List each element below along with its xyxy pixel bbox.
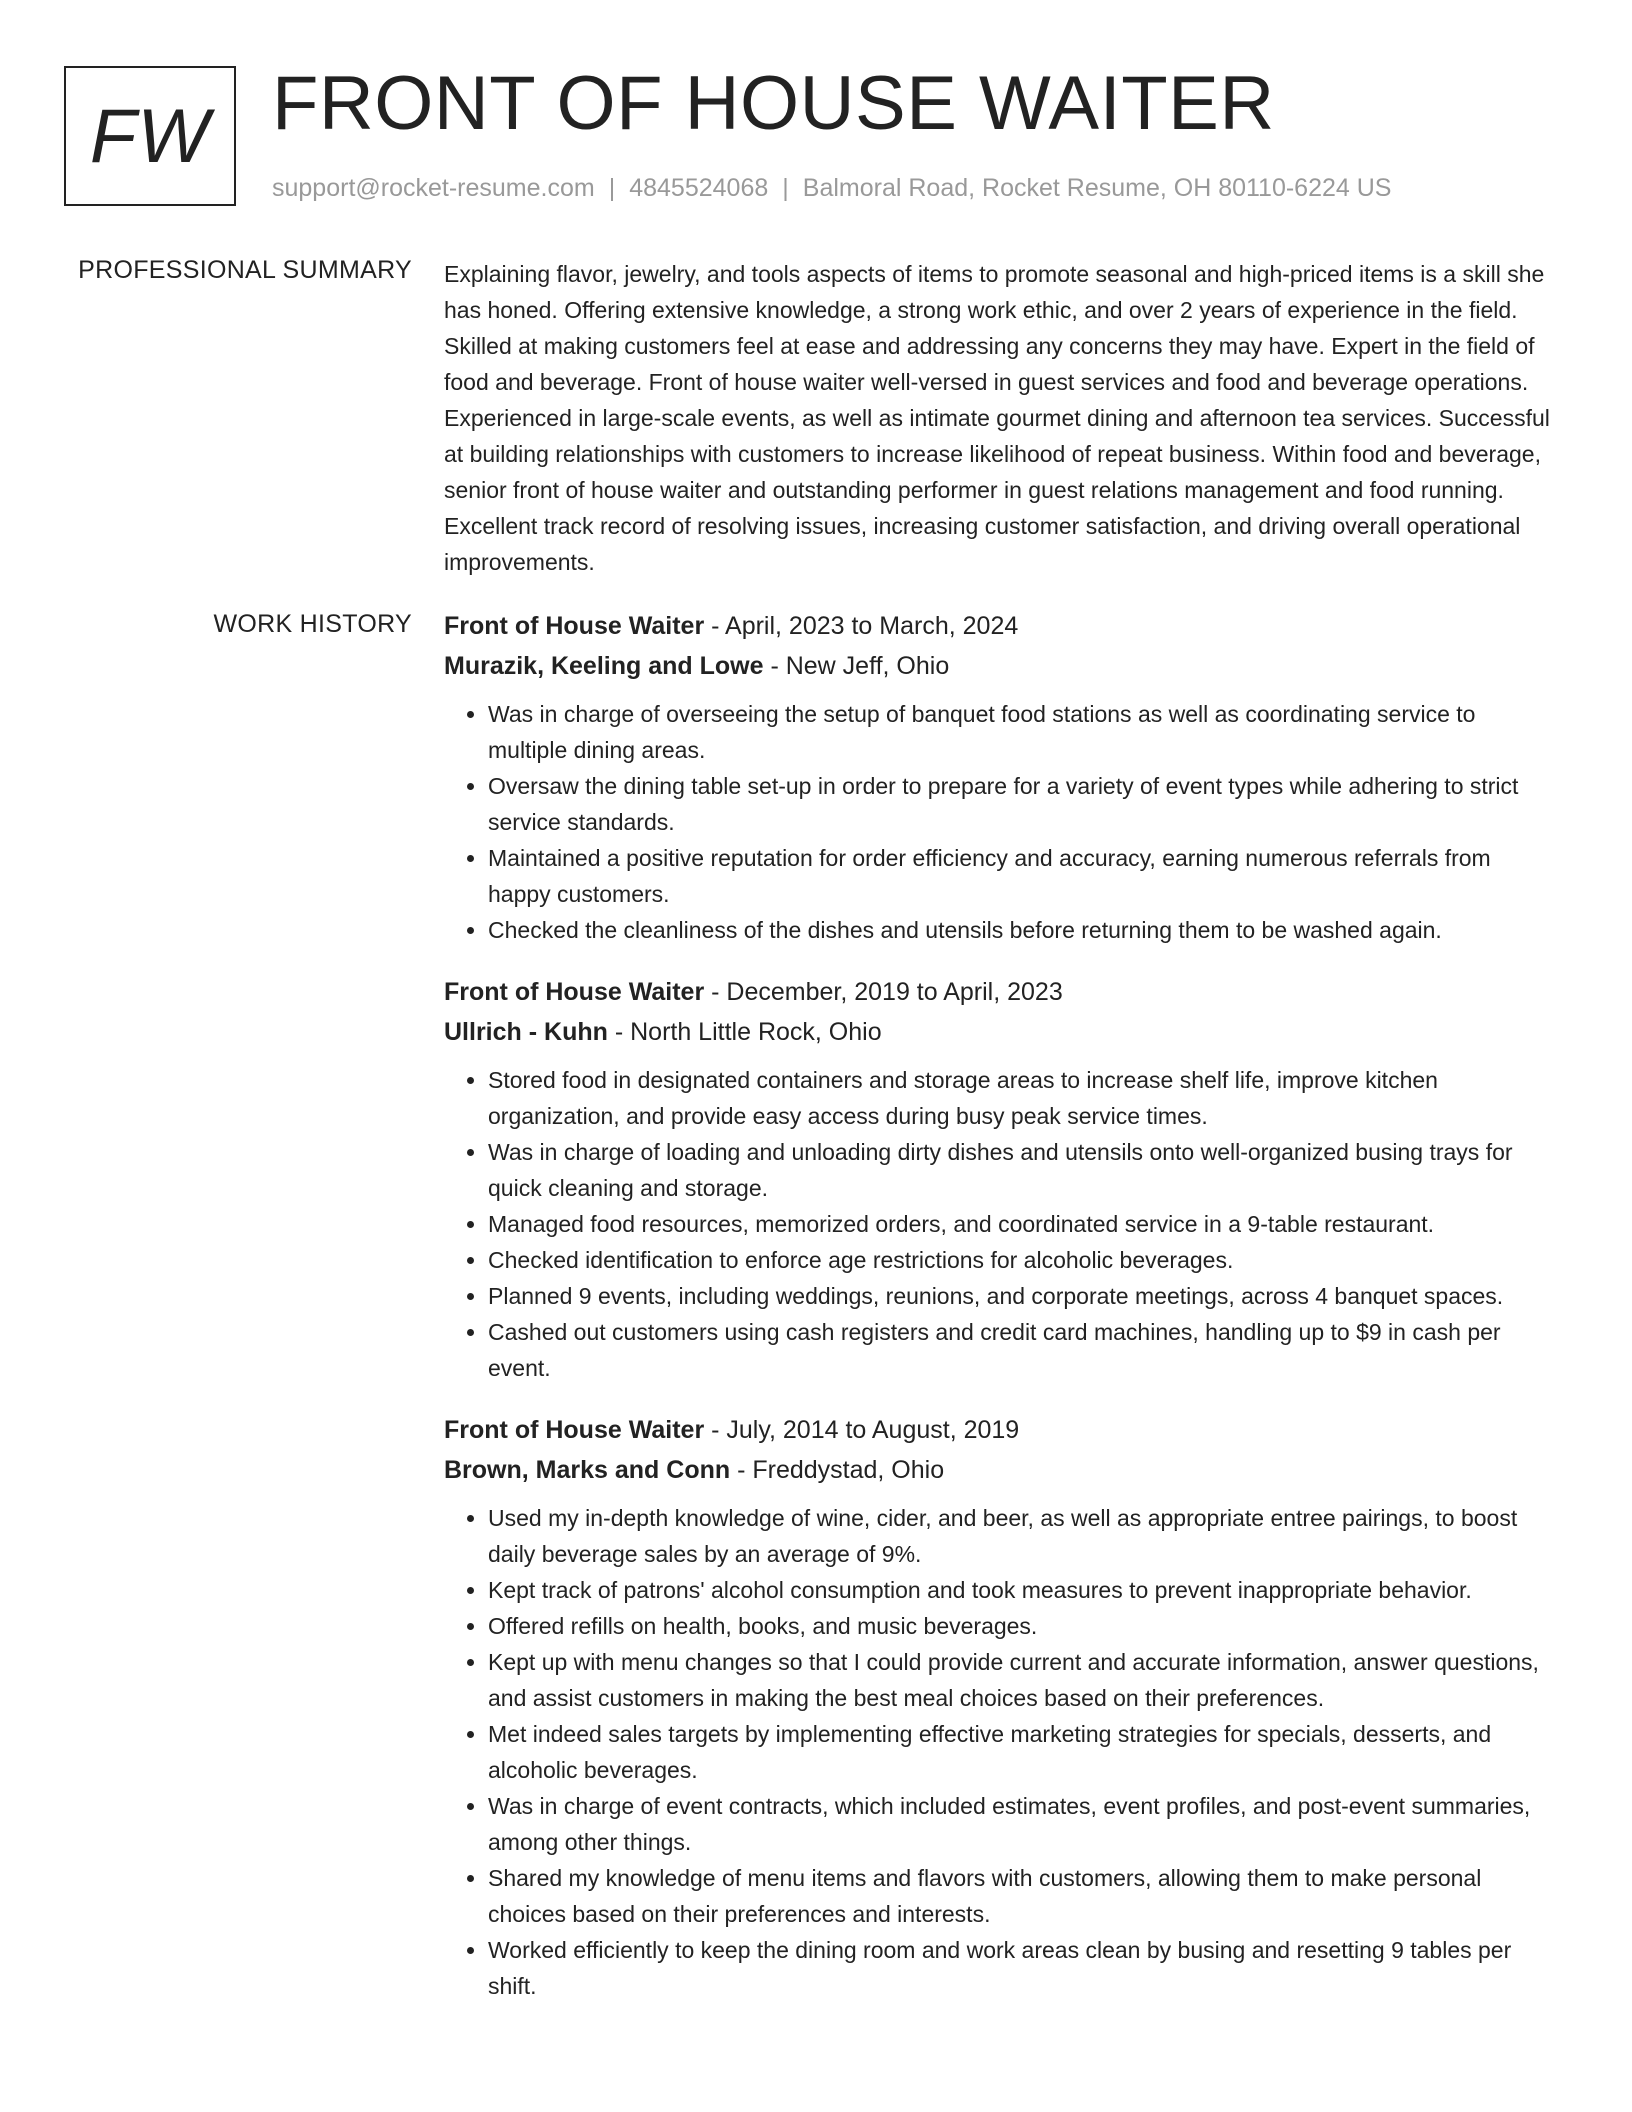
job-entry xyxy=(444,1410,1554,2004)
summary-text: Explaining flavor, jewelry, and tools aspects of items to promote seasonal and high-priced items is a skill she has honed. Offering extensive knowledge, a strong work ethic, and over 2 years of experience in the field. Skilled at making customers feel at ease and addressing any concerns they may have. Expert in the field of food and beverage. Front of house waiter well-versed in guest services and food and beverage operations. Experienced in large-scale events, as well as intimate gourmet dining and afternoon tea services. Successful at building relationships with customers to increase likelihood of repeat business. Within food and beverage, senior front of house waiter and outstanding performer in guest relations management and food running. Excellent track record of resolving issues, increasing customer satisfaction, and driving overall operational improvements. xyxy=(444,261,1550,575)
resume-title: FRONT OF HOUSE WAITER xyxy=(272,61,1275,146)
job-entry xyxy=(444,972,1554,1386)
contact-line xyxy=(272,174,1391,203)
job-company-line xyxy=(444,1450,1554,1490)
job-duty: • Oversaw the dining table set-up in order to prepare for a variety of event types while adhering to strict service standards. xyxy=(488,768,1554,840)
job-duty: • Managed food resources, memorized orders, and coordinated service in a 9-table restaurant. xyxy=(488,1206,1554,1242)
job-duty: • Worked efficiently to keep the dining room and work areas clean by busing and resetting 9 tables per shift. xyxy=(488,1932,1554,2004)
job-dates: - July, 2014 to August, 2019 xyxy=(704,1416,1020,1444)
job-title: Front of House Waiter xyxy=(444,1416,705,1444)
job-title-line xyxy=(444,606,1554,646)
job-title: Front of House Waiter xyxy=(444,612,705,640)
job-duty: • Planned 9 events, including weddings, reunions, and corporate meetings, across 4 banquet spaces. xyxy=(488,1278,1554,1314)
job-duty: • Checked identification to enforce age restrictions for alcoholic beverages. xyxy=(488,1242,1554,1278)
contact-address: Balmoral Road, Rocket Resume, OH 80110-6224 US xyxy=(802,174,1392,202)
job-company: Ullrich - Kuhn xyxy=(444,1018,608,1046)
summary-body xyxy=(444,256,1554,580)
job-company-line xyxy=(444,1012,1554,1052)
monogram-logo: FW xyxy=(64,66,236,206)
job-duties-list xyxy=(444,696,1554,948)
job-duty: • Was in charge of event contracts, which included estimates, event profiles, and post-event summaries, among other things. xyxy=(488,1788,1554,1860)
contact-email[interactable]: support@rocket-resume.com xyxy=(272,174,595,202)
work-history-body xyxy=(444,606,1554,2028)
section-heading-summary: PROFESSIONAL SUMMARY xyxy=(78,256,412,284)
job-title-line xyxy=(444,1410,1554,1450)
section-heading-work-history: WORK HISTORY xyxy=(213,610,412,638)
job-location: - Freddystad, Ohio xyxy=(730,1456,945,1484)
job-duty: • Checked the cleanliness of the dishes and utensils before returning them to be washed again. xyxy=(488,912,1554,948)
job-duties-list xyxy=(444,1500,1554,2004)
job-title: Front of House Waiter xyxy=(444,978,705,1006)
job-company-line xyxy=(444,646,1554,686)
resume-header xyxy=(64,61,1584,216)
job-duty: • Used my in-depth knowledge of wine, cider, and beer, as well as appropriate entree pairings, to boost daily beverage sales by an average of 9%. xyxy=(488,1500,1554,1572)
job-duty: • Kept up with menu changes so that I could provide current and accurate information, answer questions, and assist customers in making the best meal choices based on their preferences. xyxy=(488,1644,1554,1716)
job-duty: • Shared my knowledge of menu items and flavors with customers, allowing them to make personal choices based on their preferences and interests. xyxy=(488,1860,1554,1932)
job-company: Murazik, Keeling and Lowe xyxy=(444,652,764,680)
job-dates: - December, 2019 to April, 2023 xyxy=(704,978,1063,1006)
job-duty: • Cashed out customers using cash registers and credit card machines, handling up to $9 in cash per event. xyxy=(488,1314,1554,1386)
job-location: - New Jeff, Ohio xyxy=(763,652,950,680)
job-duty: • Offered refills on health, books, and music beverages. xyxy=(488,1608,1554,1644)
job-duty: • Was in charge of overseeing the setup of banquet food stations as well as coordinating service to multiple dining areas. xyxy=(488,696,1554,768)
contact-separator: | xyxy=(608,174,616,202)
job-duty: • Was in charge of loading and unloading dirty dishes and utensils onto well-organized busing trays for quick cleaning and storage. xyxy=(488,1134,1554,1206)
job-location: - North Little Rock, Ohio xyxy=(607,1018,882,1046)
job-entry xyxy=(444,606,1554,948)
job-duty: • Stored food in designated containers and storage areas to increase shelf life, improve kitchen organization, and provide easy access during busy peak service times. xyxy=(488,1062,1554,1134)
job-title-line xyxy=(444,972,1554,1012)
job-duty: • Met indeed sales targets by implementing effective marketing strategies for specials, desserts, and alcoholic beverages. xyxy=(488,1716,1554,1788)
contact-separator: | xyxy=(782,174,789,202)
job-duty: • Maintained a positive reputation for order efficiency and accuracy, earning numerous referrals from happy customers. xyxy=(488,840,1554,912)
job-duties-list xyxy=(444,1062,1554,1386)
contact-phone[interactable]: 4845524068 xyxy=(629,174,769,202)
job-dates: - April, 2023 to March, 2024 xyxy=(704,612,1019,640)
job-duty: • Kept track of patrons' alcohol consumption and took measures to prevent inappropriate behavior. xyxy=(488,1572,1554,1608)
job-company: Brown, Marks and Conn xyxy=(444,1456,731,1484)
